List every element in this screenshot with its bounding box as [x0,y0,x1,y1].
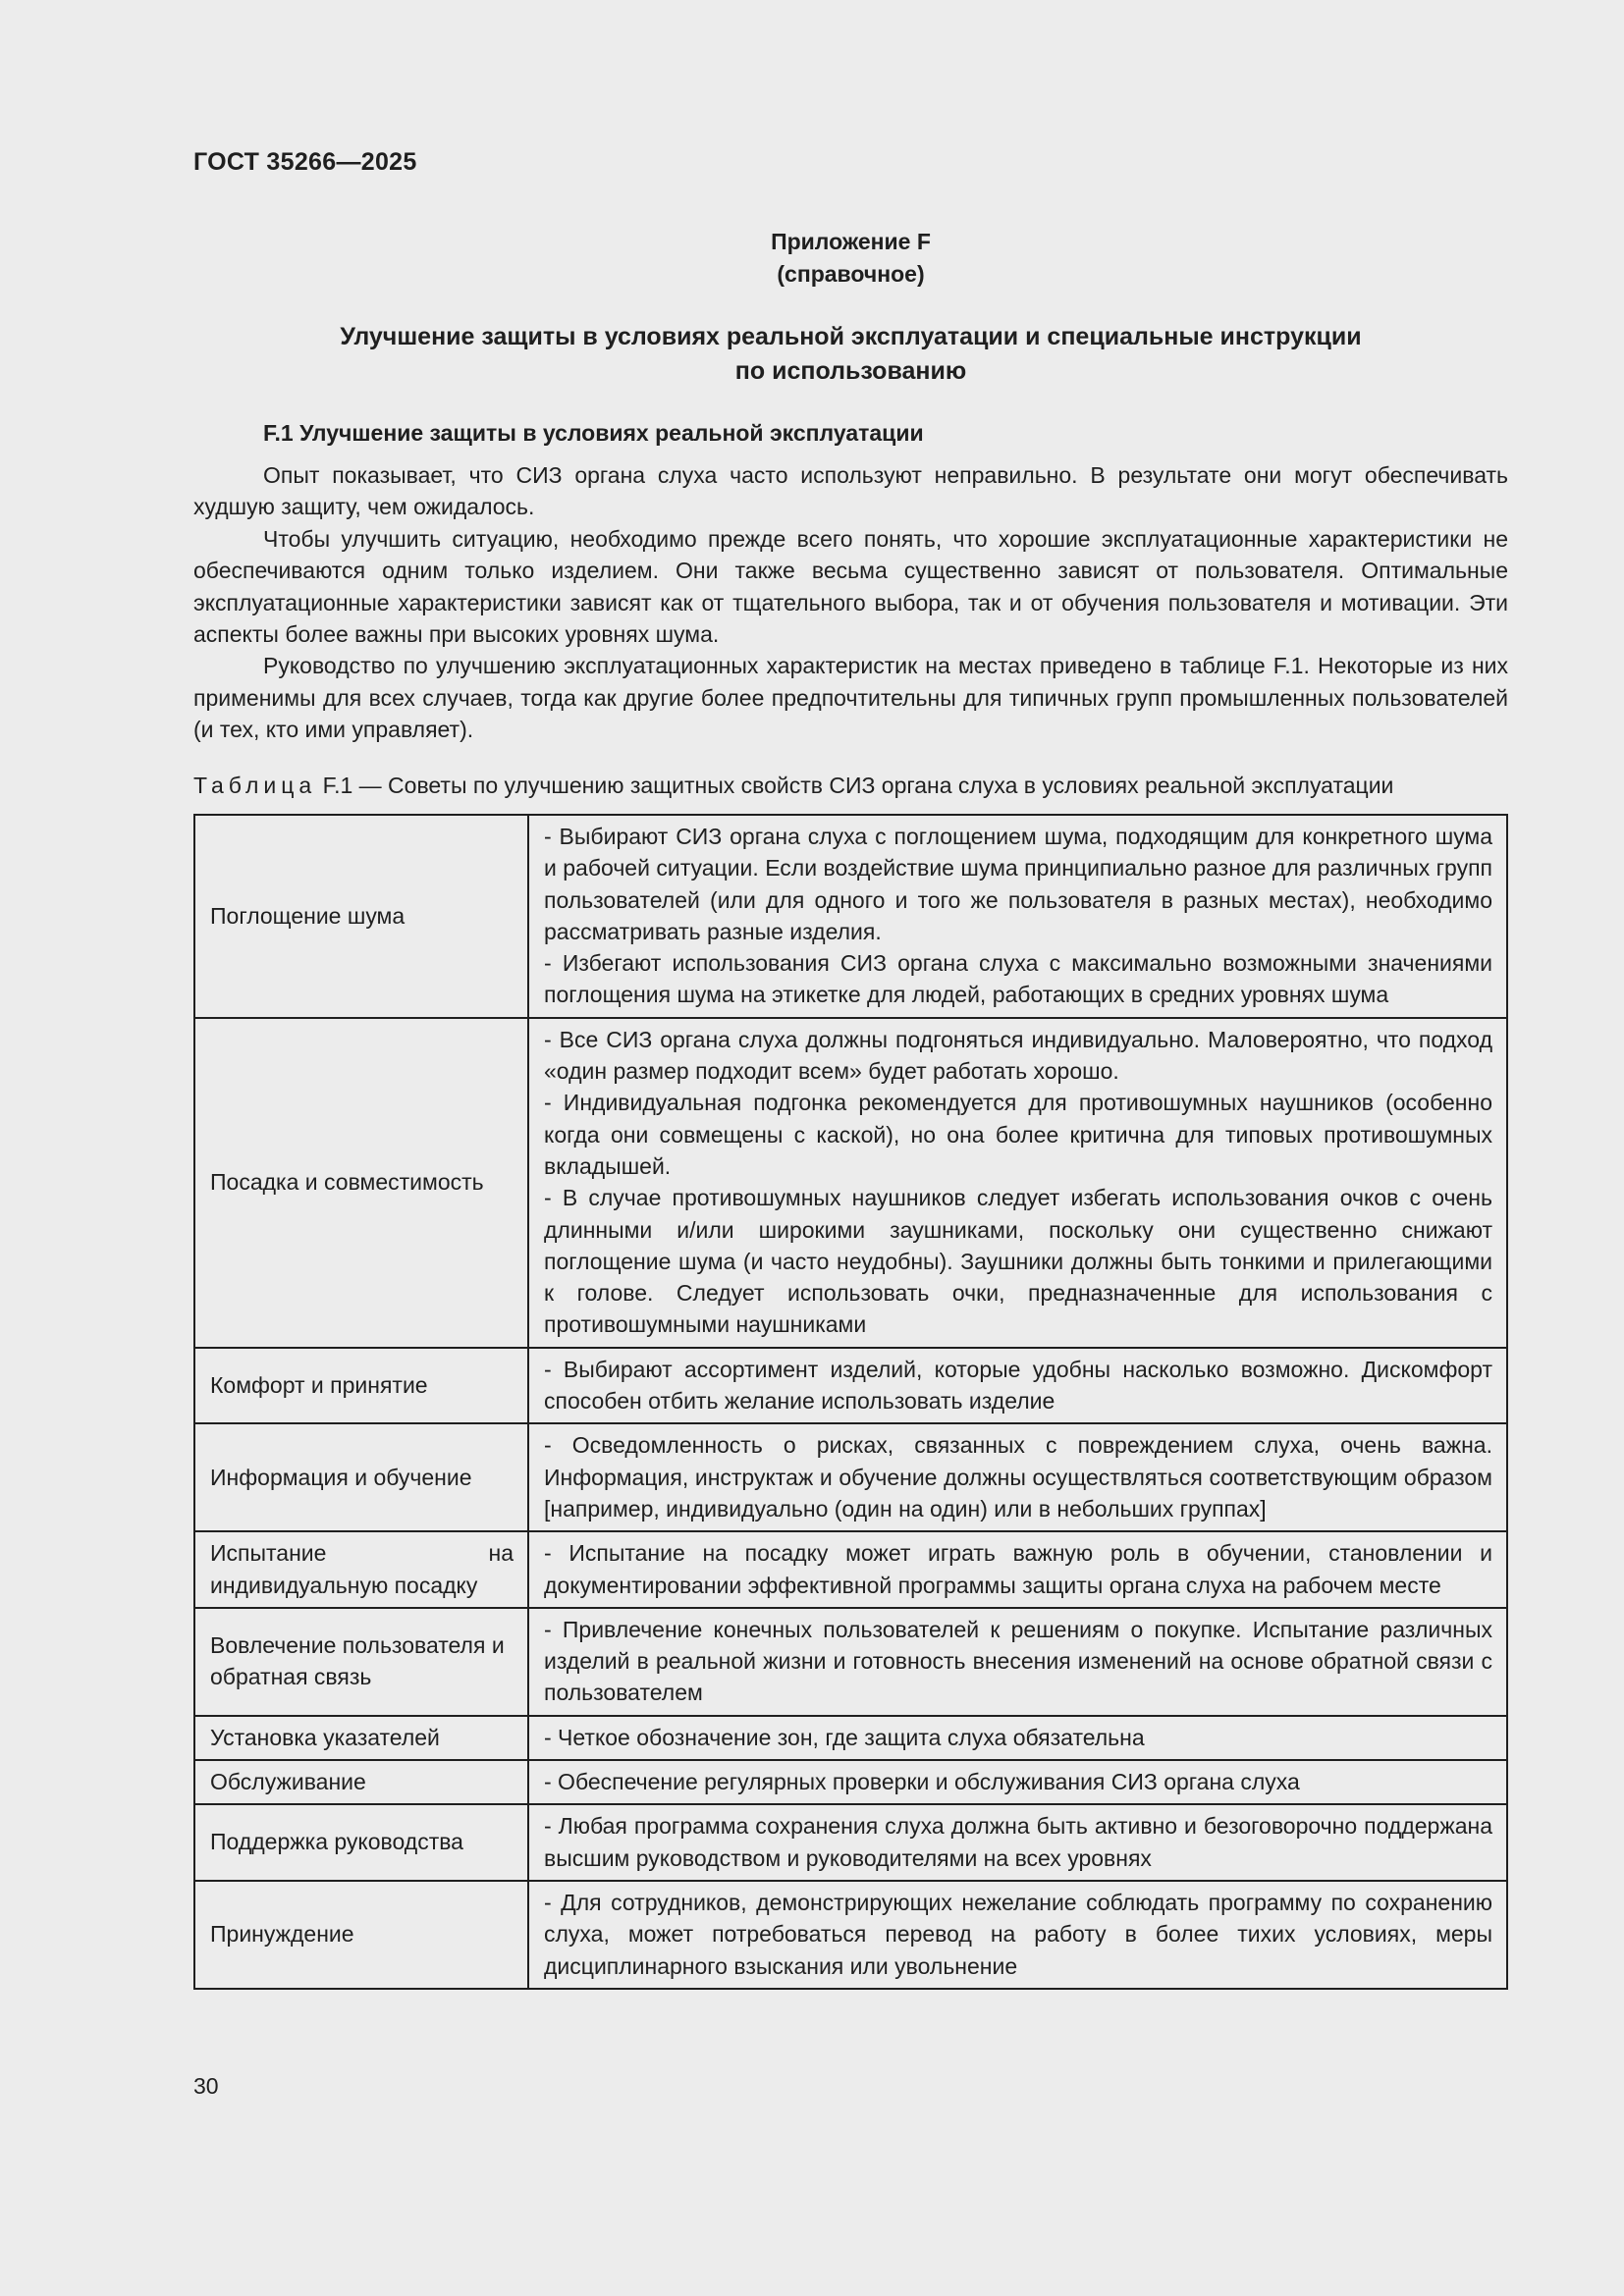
table-cell-topic: Обслуживание [194,1760,528,1804]
table-cell-advice [528,1760,1507,1804]
advice-item: - Индивидуальная подгонка рекомендуется для противошумных наушников (особенно когда они совмещены с каской), но она более критична для типовых противошумных вкладышей. [544,1090,1492,1179]
table-cell-topic: Посадка и совместимость [194,1018,528,1348]
table-row [194,1804,1507,1881]
table-row [194,1348,1507,1424]
table-cell-topic: Вовлечение пользователя и обратная связь [194,1608,528,1716]
table-cell-advice [528,1018,1507,1348]
paragraph: Опыт показывает, что СИЗ органа слуха часто используют неправильно. В результате они могут обеспечивать худшую защиту, чем ожидалось. [193,462,1508,520]
table-row [194,1608,1507,1716]
advice-item: - Выбирают ассортимент изделий, которые удобны насколько возможно. Дискомфорт способен отбить желание использовать изделие [544,1356,1492,1415]
advice-item: - Четкое обозначение зон, где защита слуха обязательна [544,1724,1145,1750]
table-cell-topic: Принуждение [194,1881,528,1989]
annex-title-line-1: Улучшение защиты в условиях реальной эксплуатации и специальные инструкции [340,323,1362,350]
table-row [194,1423,1507,1531]
table-caption-prefix: Таблица [193,773,317,798]
table-cell-advice [528,1881,1507,1989]
advice-item: - Привлечение конечных пользователей к решениям о покупке. Испытание различных изделий в реальной жизни и готовность внесения изменений на основе обратной связи с пользователем [544,1616,1492,1706]
annex-label: Приложение F [771,229,931,254]
advice-item: - Для сотрудников, демонстрирующих нежелание соблюдать программу по сохранению слуха, может потребоваться перевод на работу в более тихих условиях, меры дисциплинарного взыскания или увольнение [544,1889,1492,1979]
table-cell-topic: Информация и обучение [194,1423,528,1531]
table-row [194,815,1507,1018]
advice-item: - Избегают использования СИЗ органа слуха с максимально возможными значениями поглощения шума на этикетке для людей, работающих в средних уровнях шума [544,950,1492,1008]
table-cell-advice [528,1348,1507,1424]
table-cell-advice [528,1531,1507,1608]
advice-item: - В случае противошумных наушников следует избегать использования очков с очень длинными и/или широкими заушниками, поскольку они существенно снижают поглощение шума (и часто неудобны). Заушники должны быть тонкими и прилегающими к голове. Следует использовать очки, предназначенные для использования с противошумными наушниками [544,1185,1492,1338]
table-row [194,1881,1507,1989]
table-row [194,1760,1507,1804]
annex-heading [193,226,1508,291]
table-row [194,1018,1507,1348]
table-cell-topic: Испытание на индивидуальную посадку [194,1531,528,1608]
table-row [194,1716,1507,1760]
document-id: ГОСТ 35266—2025 [193,148,417,176]
advice-item: - Обеспечение регулярных проверки и обслуживания СИЗ органа слуха [544,1769,1300,1795]
advice-table [193,814,1508,1990]
table-cell-advice [528,1423,1507,1531]
annex-title [193,320,1508,389]
annex-type: (справочное) [777,261,925,287]
advice-item: - Испытание на посадку может играть важную роль в обучении, становлении и документировании эффективной программы защиты органа слуха на рабочем месте [544,1540,1492,1598]
table-cell-topic: Поддержка руководства [194,1804,528,1881]
paragraph: Руководство по улучшению эксплуатационных характеристик на местах приведено в таблице F.1. Некоторые из них применимы для всех случаев, тогда как другие более предпочтительны для типичных групп промышленных пользователей (и тех, кто ими управляет). [193,653,1508,743]
table-cell-topic: Комфорт и принятие [194,1348,528,1424]
paragraph: Чтобы улучшить ситуацию, необходимо прежде всего понять, что хорошие эксплуатационные характеристики не обеспечиваются одним только изделием. Они также весьма существенно зависят от пользователя. Оптимальные эксплуатационные характеристики зависят как от тщательного выбора, так и от обучения пользователя и мотивации. Эти аспекты более важны при высоких уровнях шума. [193,525,1508,648]
page-number: 30 [193,2073,219,2099]
advice-item: - Осведомленность о рисках, связанных с повреждением слуха, очень важна. Информация, инструктаж и обучение должны осуществляться соответствующим образом [например, индивидуально (один на один) или в небольших группах] [544,1432,1492,1522]
table-cell-advice [528,815,1507,1018]
table-cell-advice [528,1716,1507,1760]
advice-item: - Любая программа сохранения слуха должна быть активно и безоговорочно поддержана высшим руководством и руководителями на всех уровнях [544,1813,1492,1871]
advice-item: - Выбирают СИЗ органа слуха с поглощением шума, подходящим для конкретного шума и рабочей ситуации. Если воздействие шума принципиально разное для различных групп пользователей (или для одного и того же пользователя в разных местах), необходимо рассматривать разные изделия. [544,824,1492,944]
advice-item: - Все СИЗ органа слуха должны подгоняться индивидуально. Маловероятно, что подход «один размер подходит всем» будет работать хорошо. [544,1026,1492,1085]
table-cell-advice [528,1804,1507,1881]
table-caption [193,770,1508,801]
body-text [193,459,1508,746]
table-cell-advice [528,1608,1507,1716]
table-cell-topic: Поглощение шума [194,815,528,1018]
table-cell-topic: Установка указателей [194,1716,528,1760]
section-heading: F.1 Улучшение защиты в условиях реальной эксплуатации [263,420,924,446]
table-row [194,1531,1507,1608]
annex-title-line-2: по использованию [734,357,967,385]
table-caption-text: F.1 — Советы по улучшению защитных свойств СИЗ органа слуха в условиях реальной эксплуатации [316,773,1394,798]
